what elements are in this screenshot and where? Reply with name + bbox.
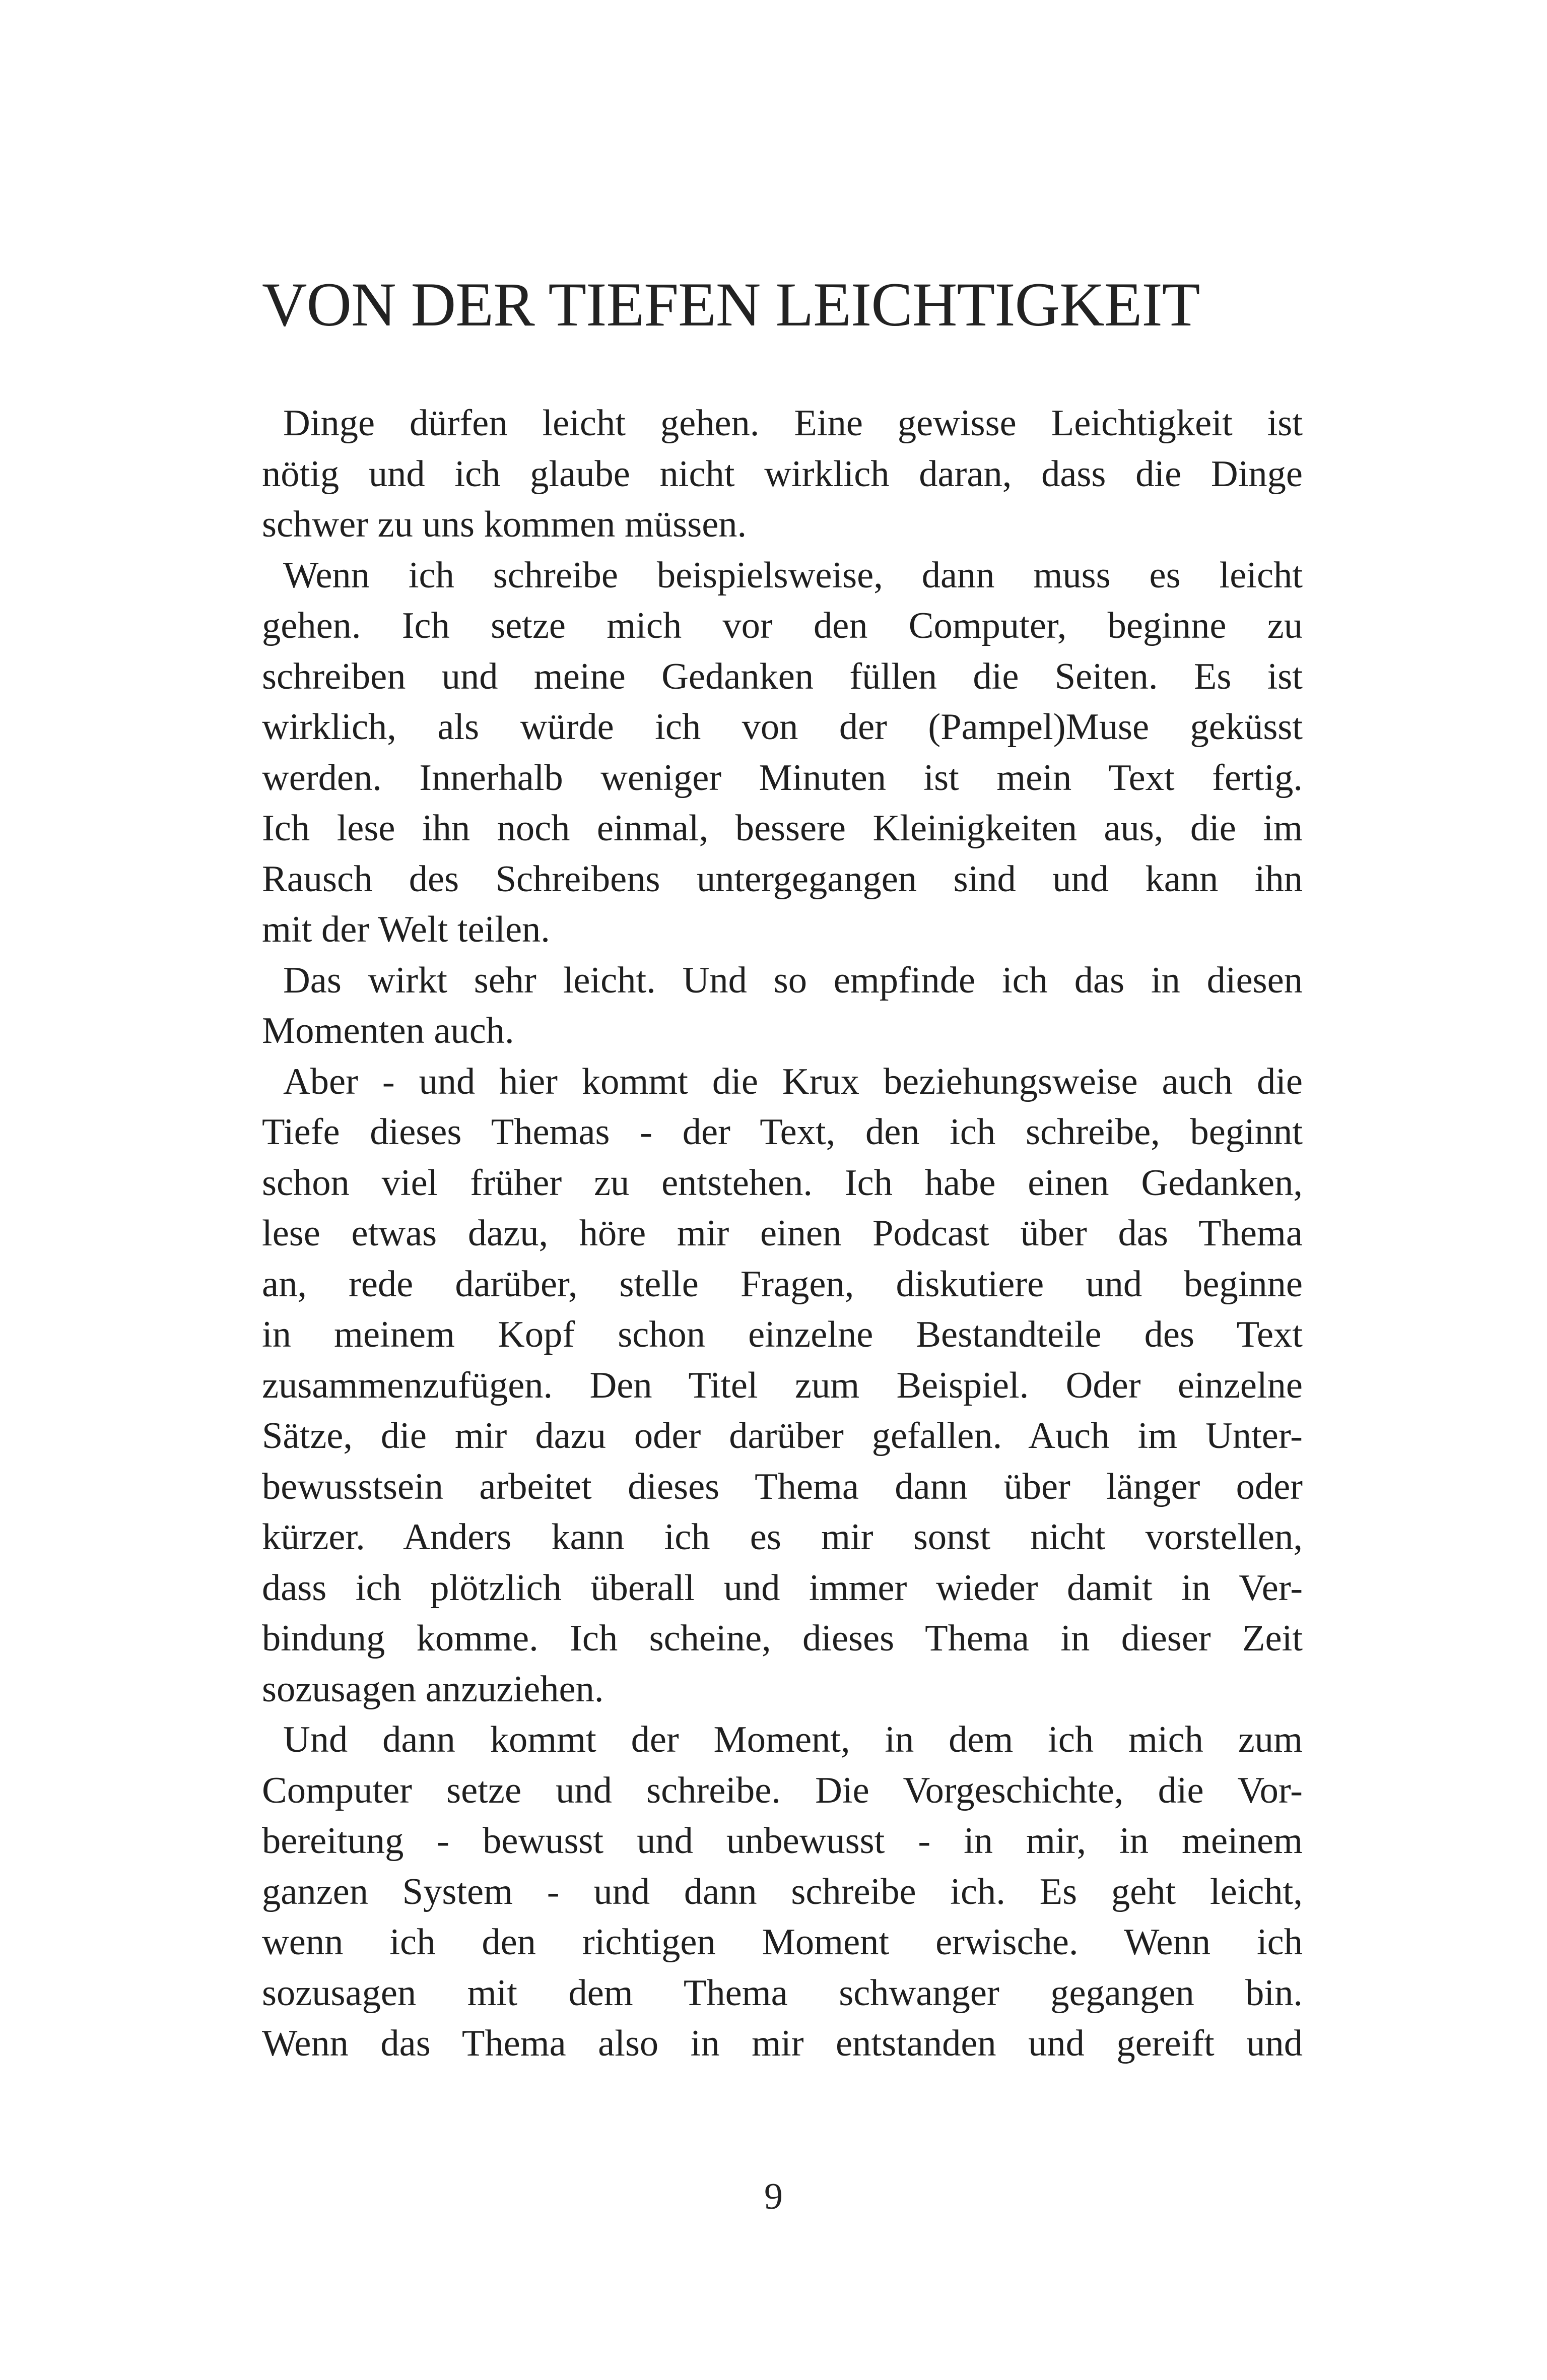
text-line: Momenten auch. (262, 1010, 514, 1051)
chapter-title: VON DER TIEFEN LEICHTIGKEIT (262, 270, 1200, 339)
text-line: werden. Innerhalb weniger Minuten ist mein Text fertig. (262, 757, 1303, 799)
text-line: Das wirkt sehr leicht. Und so empfinde ich das in diesen (283, 959, 1303, 1001)
text-line: mit der Welt teilen. (262, 909, 550, 950)
text-line: zusammenzufügen. Den Titel zum Beispiel. Oder einzelne (262, 1364, 1303, 1406)
text-line: bereitung - bewusst und unbewusst - in mir, in meinem (262, 1820, 1303, 1862)
paragraph (262, 398, 1303, 550)
text-line: Sätze, die mir dazu oder darüber gefallen. Auch im Unter- (262, 1415, 1303, 1457)
text-line: an, rede darüber, stelle Fragen, diskutiere und beginne (262, 1263, 1303, 1305)
text-line: schreiben und meine Gedanken füllen die Seiten. Es ist (262, 655, 1303, 697)
text-line: Ich lese ihn noch einmal, bessere Kleinigkeiten aus, die im (262, 808, 1303, 849)
text-line: sozusagen anzuziehen. (262, 1668, 604, 1710)
text-line: Aber - und hier kommt die Krux beziehungsweise auch die (283, 1061, 1303, 1102)
text-line: sozusagen mit dem Thema schwanger gegangen bin. (262, 1972, 1303, 2014)
paragraph (262, 550, 1303, 955)
text-line: in meinem Kopf schon einzelne Bestandteile des Text (262, 1314, 1303, 1355)
text-line: Wenn ich schreibe beispielsweise, dann muss es leicht (283, 554, 1303, 596)
text-line: Computer setze und schreibe. Die Vorgeschichte, die Vor- (262, 1769, 1303, 1811)
text-line: bewusstsein arbeitet dieses Thema dann über länger oder (262, 1466, 1303, 1507)
text-line: Wenn das Thema also in mir entstanden und gereift und (262, 2023, 1303, 2064)
text-line: wenn ich den richtigen Moment erwische. Wenn ich (262, 1922, 1303, 1963)
text-line: schwer zu uns kommen müssen. (262, 504, 747, 545)
paragraph (262, 955, 1303, 1056)
text-line: wirklich, als würde ich von der (Pampel)Muse geküsst (262, 706, 1303, 748)
text-line: nötig und ich glaube nicht wirklich daran, dass die Dinge (262, 453, 1303, 495)
text-line: ganzen System - und dann schreibe ich. Es geht leicht, (262, 1871, 1303, 1912)
text-line: dass ich plötzlich überall und immer wieder damit in Ver- (262, 1567, 1303, 1609)
text-line: kürzer. Anders kann ich es mir sonst nicht vorstellen, (262, 1516, 1303, 1558)
text-line: gehen. Ich setze mich vor den Computer, beginne zu (262, 605, 1303, 646)
text-line: Tiefe dieses Themas - der Text, den ich schreibe, beginnt (262, 1111, 1303, 1153)
paragraph (262, 1714, 1303, 2069)
text-line: Und dann kommt der Moment, in dem ich mich zum (283, 1719, 1303, 1760)
page-number: 9 (764, 2176, 783, 2217)
text-line: schon viel früher zu entstehen. Ich habe einen Gedanken, (262, 1162, 1303, 1204)
body-text (262, 398, 1303, 2069)
text-line: lese etwas dazu, höre mir einen Podcast über das Thema (262, 1213, 1303, 1254)
paragraph (262, 1056, 1303, 1715)
text-line: Rausch des Schreibens untergegangen sind und kann ihn (262, 858, 1303, 900)
text-line: Dinge dürfen leicht gehen. Eine gewisse Leichtigkeit ist (283, 403, 1303, 444)
text-line: bindung komme. Ich scheine, dieses Thema in dieser Zeit (262, 1618, 1303, 1659)
